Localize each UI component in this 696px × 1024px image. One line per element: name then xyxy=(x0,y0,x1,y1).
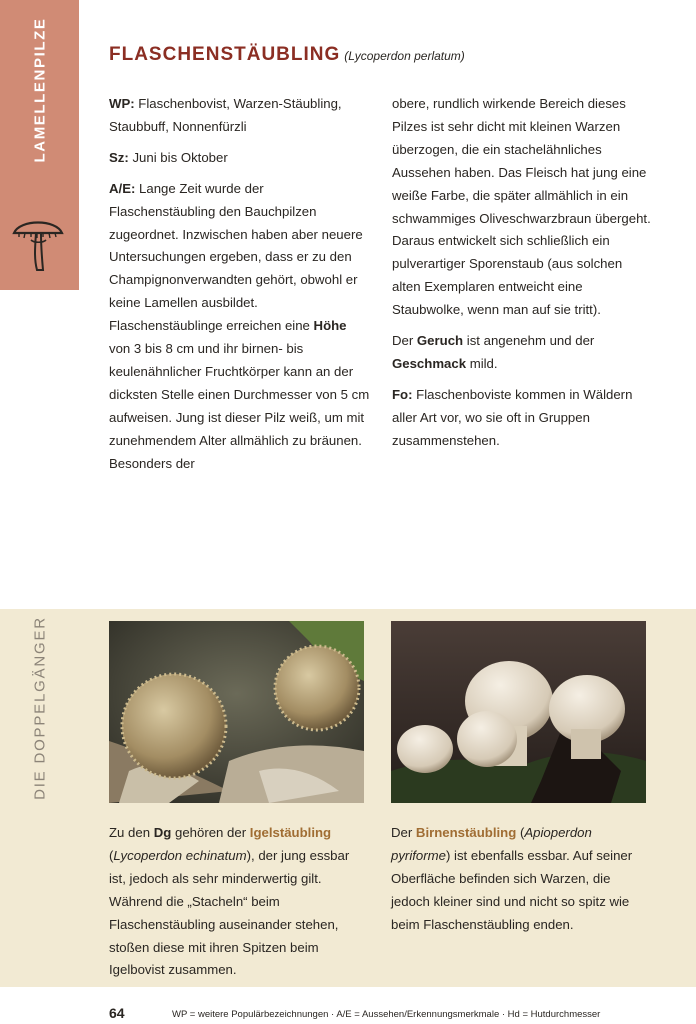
wp-label: WP: xyxy=(109,96,135,111)
species-name: FLASCHENSTÄUBLING xyxy=(109,44,341,65)
caption-text: ( xyxy=(516,825,525,840)
text-column-left xyxy=(109,93,371,484)
taste-text: mild. xyxy=(466,355,498,371)
caption-text: gehören der xyxy=(171,825,250,840)
abbreviation-legend: WP = weitere Populärbezeichnungen · A/E = Aussehen/Erkennungsmerkmale · Hd = Hutdurchmesser xyxy=(172,1009,601,1020)
birnenstaeubling-name: Birnenstäubling xyxy=(415,825,517,840)
ae-text: Lange Zeit wurde der Flaschenstäubling den Bauchpilzen zugeordnet. Inzwischen haben aber neuere Untersuchungen ergeben, dass er zu den Champignonverwandten gehört, obwohl er keine Lamellen ausbildet. Flaschenstäublinge erreichen eine xyxy=(109,180,363,334)
wp-paragraph xyxy=(109,93,371,139)
dg-term: Dg xyxy=(153,825,172,840)
caption-text: ), der jung essbar ist, jedoch als sehr minderwertig gilt. Während die „Stacheln“ beim Flaschenstäubling auseinander stehen, stoßen diese mit ihren Spitzen beim Igelbovist zusammen. xyxy=(109,847,350,978)
caption-text: ) ist ebenfalls essbar. Auf seiner Oberfläche befinden sich Warzen, die jedoch kleiner sind und nicht so spitz wie beim Flaschenstäubling enden. xyxy=(391,847,633,932)
doppelgaenger-label: DIE DOPPELGÄNGER xyxy=(31,616,49,800)
species-latin-name: (Lycoperdon perlatum) xyxy=(344,49,465,63)
sz-paragraph xyxy=(109,147,371,170)
section-tab xyxy=(0,0,79,290)
fo-paragraph xyxy=(392,384,654,453)
page-title xyxy=(109,44,465,66)
caption-text: ( xyxy=(109,847,114,863)
hoehe-term: Höhe xyxy=(313,318,347,334)
smell-taste-paragraph xyxy=(392,330,654,376)
smell-text: Der xyxy=(392,333,417,349)
caption-igelstaeubling xyxy=(109,822,367,982)
caption-text: Zu den xyxy=(109,825,154,840)
text-column-right xyxy=(392,93,654,461)
photo-igelstaeubling xyxy=(109,621,364,803)
ae-label: A/E: xyxy=(109,180,136,196)
fo-label: Fo: xyxy=(392,386,413,402)
birnenstaeubling-latin: Apioperdon pyriforme xyxy=(391,825,592,863)
geschmack-term: Geschmack xyxy=(392,355,467,371)
fo-text: Flaschenboviste kommen in Wäldern aller Art vor, wo sie oft in Gruppen zusammenstehen. xyxy=(392,386,633,448)
page-number: 64 xyxy=(109,1005,125,1021)
geruch-term: Geruch xyxy=(416,333,464,349)
ae-text-continued: von 3 bis 8 cm und ihr birnen- bis keulenähnlicher Fruchtkörper kann an der dicksten Stelle einen Durchmesser von 5 cm aufweisen. Jung ist dieser Pilz weiß, um mit zunehmendem Alter allmählich zu bräunen. Besonders der xyxy=(109,341,370,471)
wp-text: Flaschenbovist, Warzen-Stäubling, Staubbuff, Nonnenfürzli xyxy=(109,96,342,134)
ae-paragraph xyxy=(109,178,371,476)
igelstaeubling-name: Igelstäubling xyxy=(249,825,332,840)
sz-label: Sz: xyxy=(109,149,129,165)
smell-text-continued: ist angenehm und der xyxy=(463,333,595,349)
sz-text: Juni bis Oktober xyxy=(128,149,228,165)
igelstaeubling-latin: Lycoperdon echinatum xyxy=(113,847,247,863)
caption-birnenstaeubling xyxy=(391,822,649,937)
caption-text: Der xyxy=(391,825,416,840)
section-tab-label: LAMELLENPILZE xyxy=(31,17,49,163)
photo-birnenstaeubling xyxy=(391,621,646,803)
description-paragraph: obere, rundlich wirkende Bereich dieses Pilzes ist sehr dicht mit kleinen Warzen überzogen, die ein stachelähnliches Aussehen haben. Das Fleisch hat jung eine weiße Farbe, die später allmählich in ein schwammiges Oliveschwarzbraun übergeht. Daraus entwickelt sich schließlich ein pulverartiger Sporenstaub (aus solchen alten Exemplaren entweicht eine Staubwolke, wenn man auf sie tritt). xyxy=(392,96,651,318)
mushroom-icon xyxy=(10,213,66,275)
